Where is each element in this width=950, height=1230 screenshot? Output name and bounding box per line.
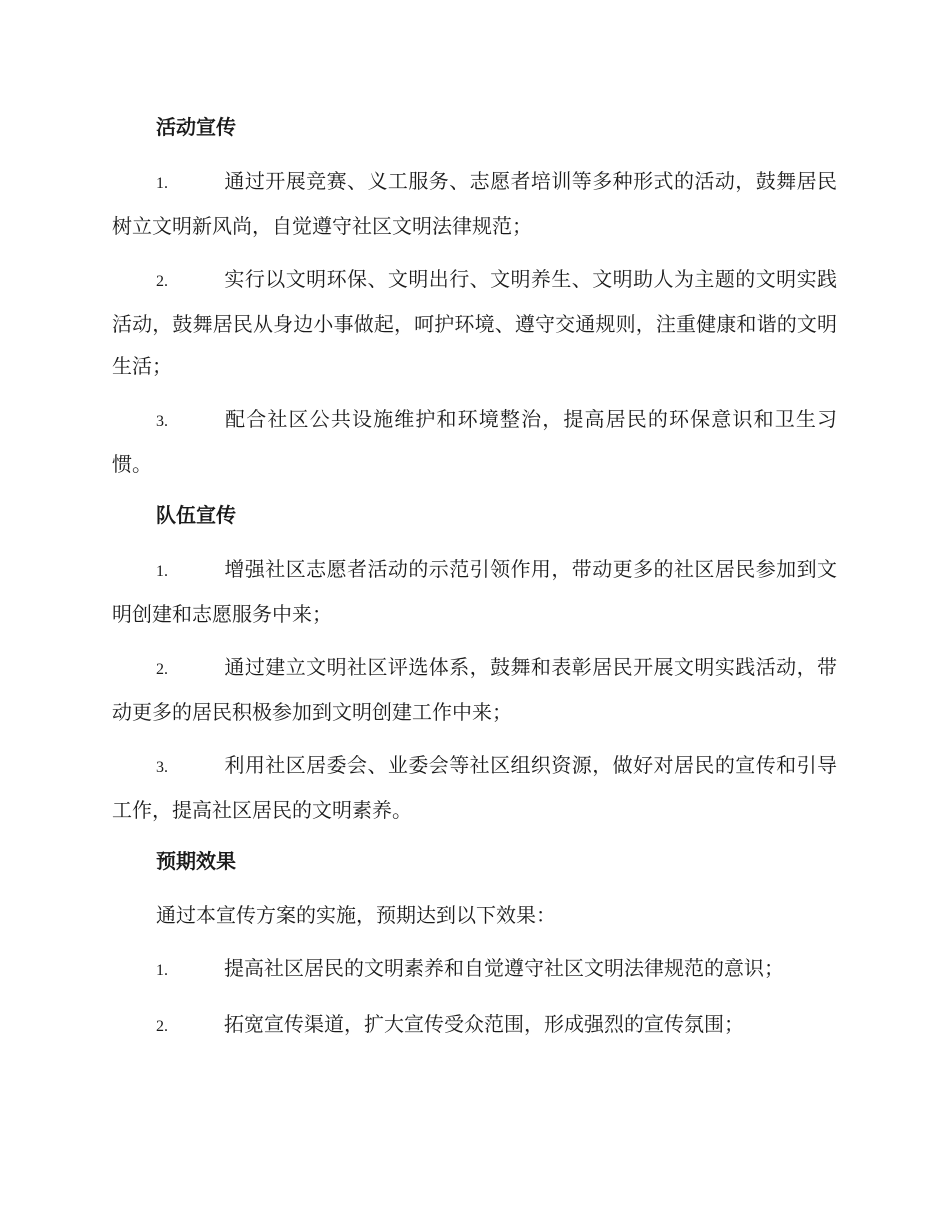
list-item-text: 增强社区志愿者活动的示范引领作用，带动更多的社区居民参加到文明创建和志愿服务中来； [112, 557, 837, 626]
list-number: 1. [156, 563, 168, 580]
list-number: 2. [156, 661, 168, 678]
list-item-text: 提高社区居民的文明素养和自觉遵守社区文明法律规范的意识； [224, 956, 784, 980]
list-number: 2. [156, 1018, 168, 1035]
section-heading: 活动宣传 [156, 115, 236, 139]
list-item [112, 398, 837, 485]
list-item-text: 配合社区公共设施维护和环境整治，提高居民的环保意识和卫生习惯。 [112, 407, 837, 476]
list-item [112, 947, 837, 992]
section-activity-promotion [112, 108, 837, 485]
section-heading: 预期效果 [156, 849, 236, 873]
list-item-text: 实行以文明环保、文明出行、文明养生、文明助人为主题的文明实践活动，鼓舞居民从身边小事做起，呵护环境、遵守交通规则，注重健康和谐的文明生活； [112, 267, 837, 378]
list-item [112, 160, 837, 247]
list-item [112, 548, 837, 635]
list-item [112, 1003, 837, 1048]
list-number: 1. [156, 175, 168, 192]
list-item-text: 通过开展竞赛、义工服务、志愿者培训等多种形式的活动，鼓舞居民树立文明新风尚，自觉遵守社区文明法律规范； [112, 169, 837, 238]
section-team-promotion [112, 496, 837, 831]
list-number: 3. [156, 413, 168, 430]
list-item-text: 利用社区居委会、业委会等社区组织资源，做好对居民的宣传和引导工作，提高社区居民的文明素养。 [112, 753, 837, 822]
list-item [112, 646, 837, 733]
document-body [112, 108, 837, 1059]
section-expected-results [112, 842, 837, 1048]
list-number: 1. [156, 962, 168, 979]
section-intro: 通过本宣传方案的实施，预期达到以下效果： [156, 903, 556, 927]
list-number: 3. [156, 759, 168, 776]
list-item-text: 通过建立文明社区评选体系，鼓舞和表彰居民开展文明实践活动，带动更多的居民积极参加到文明创建工作中来； [112, 655, 837, 724]
list-item [112, 258, 837, 387]
list-item [112, 744, 837, 831]
list-item-text: 拓宽宣传渠道，扩大宣传受众范围，形成强烈的宣传氛围； [224, 1012, 744, 1036]
section-heading: 队伍宣传 [156, 503, 236, 527]
list-number: 2. [156, 273, 168, 290]
